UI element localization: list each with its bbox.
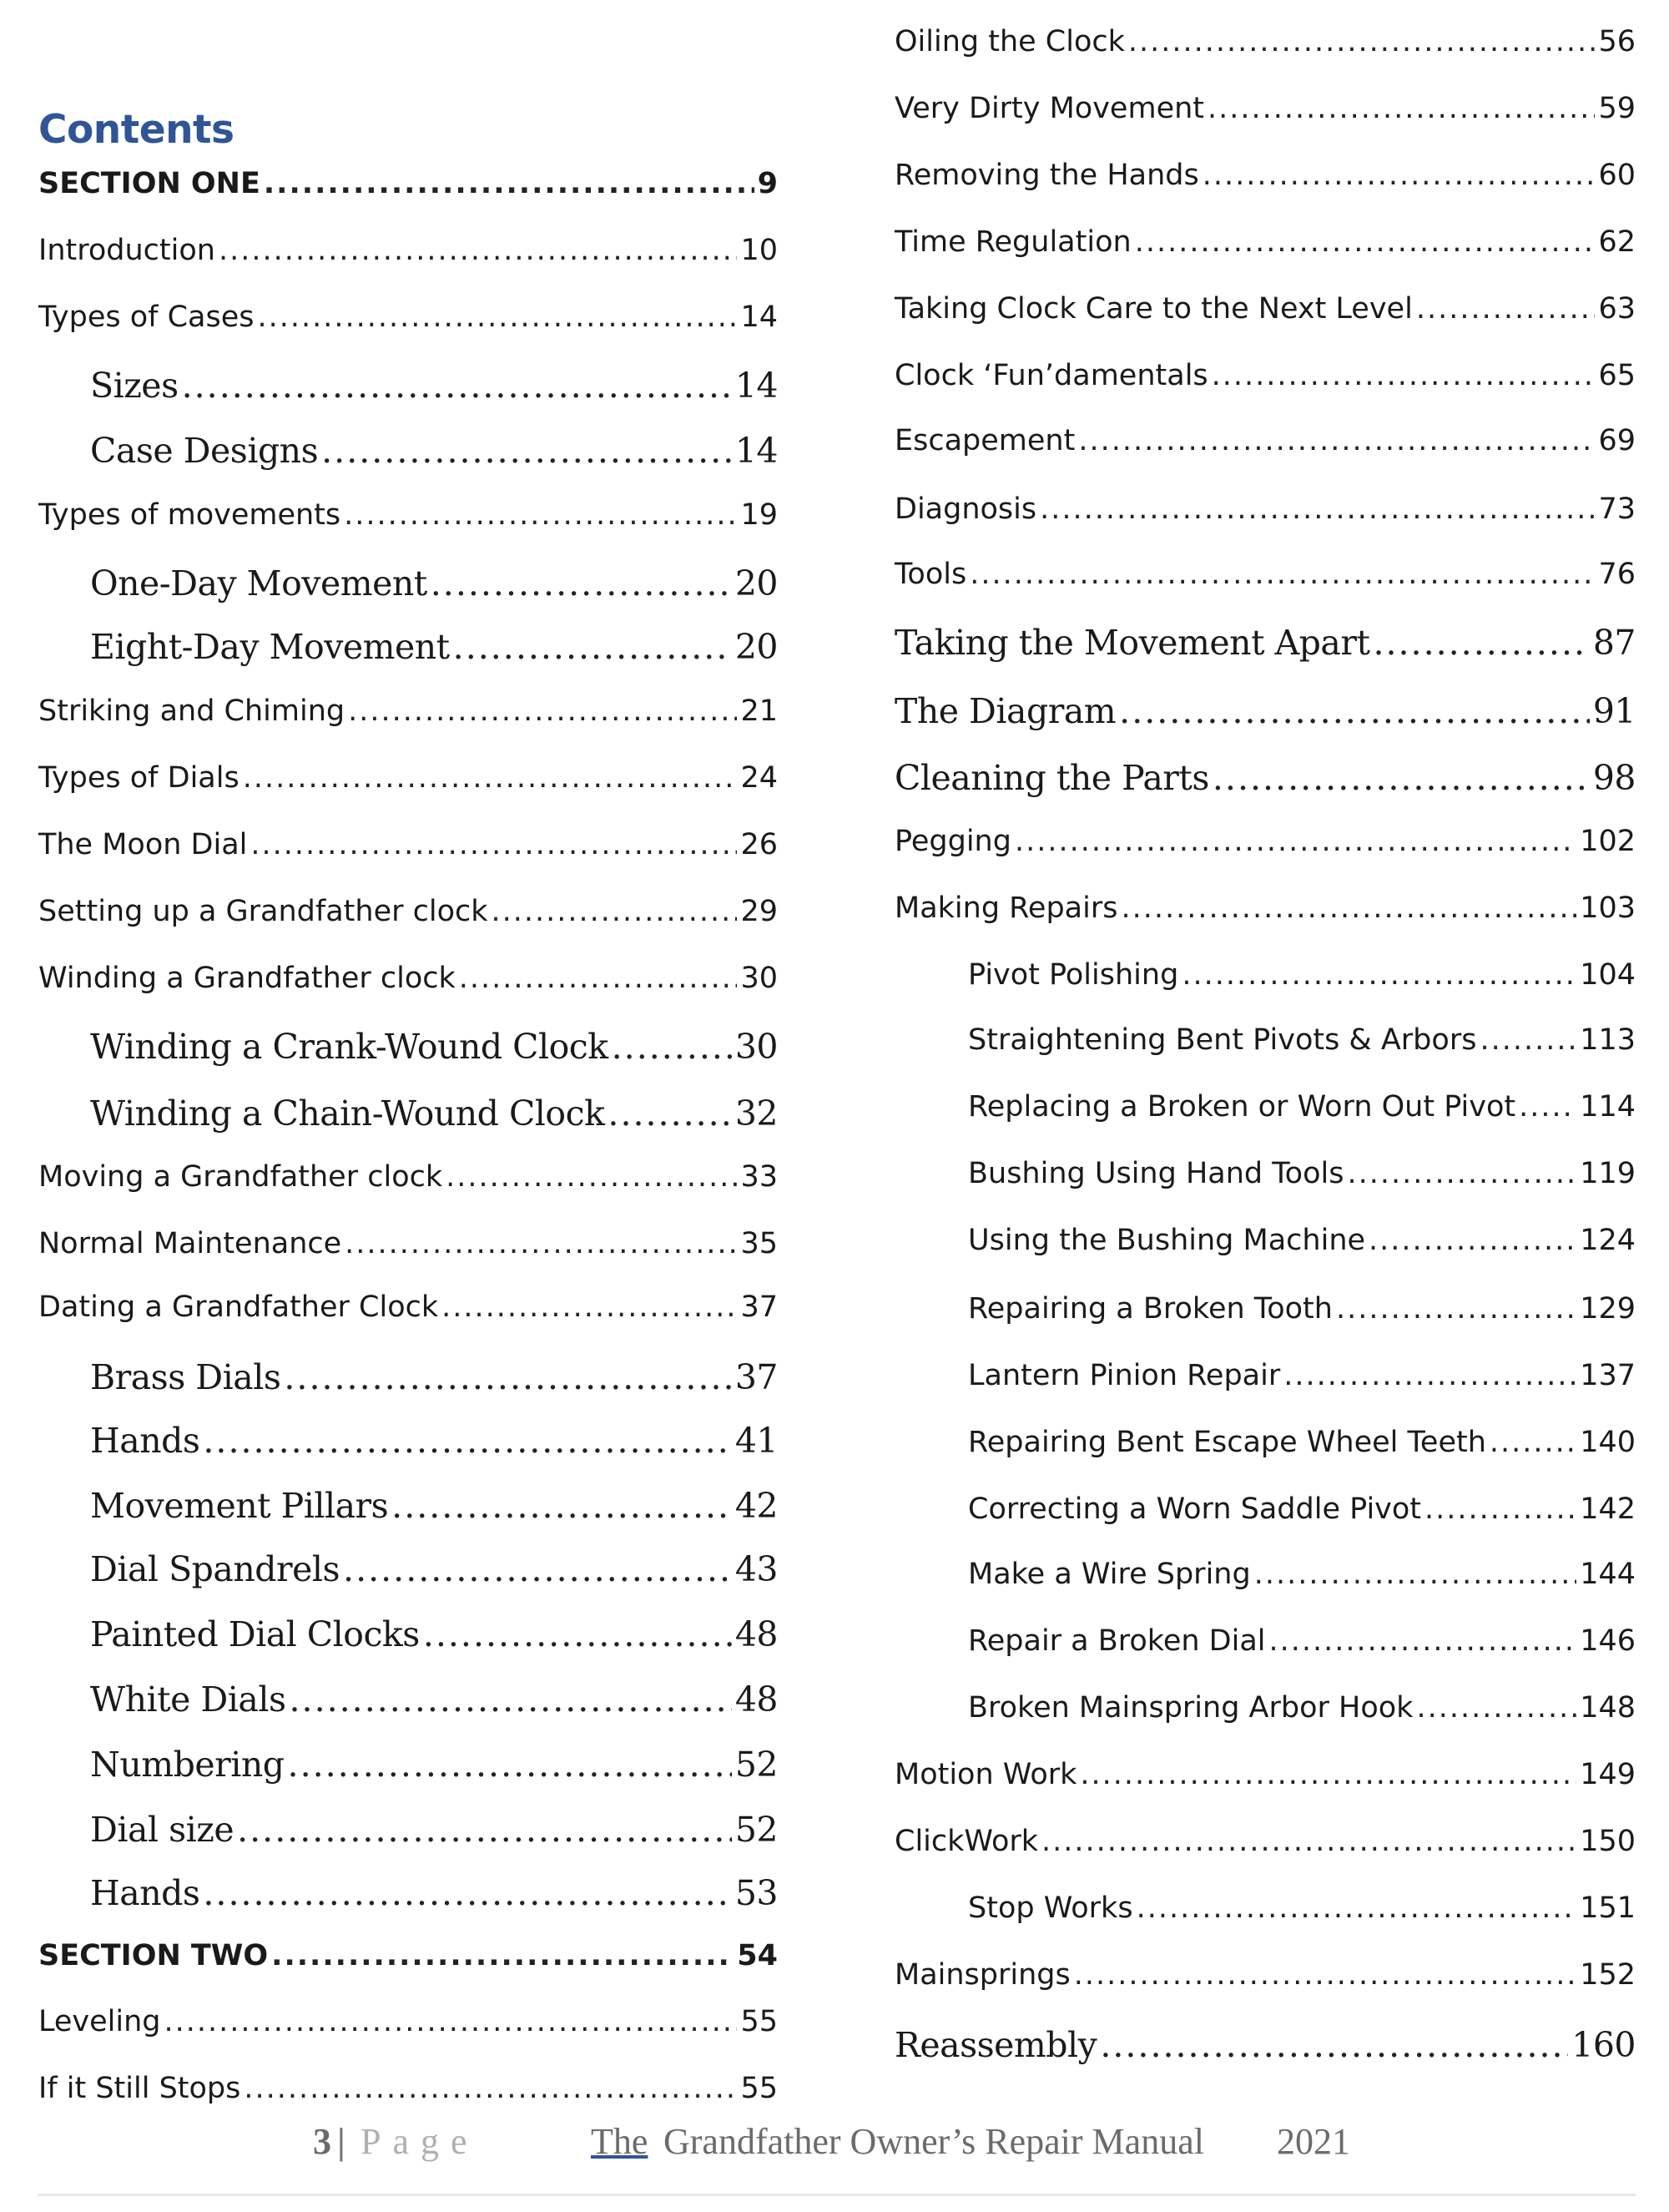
- toc-entry-page: 24: [740, 761, 778, 795]
- toc-entry-page: 59: [1598, 92, 1636, 125]
- toc-entry[interactable]: [895, 25, 1636, 58]
- toc-entry-label: Time Regulation: [895, 225, 1132, 259]
- toc-leader-dots: [1424, 1492, 1576, 1526]
- toc-entry[interactable]: [90, 1027, 778, 1067]
- toc-entry-page: 37: [740, 1290, 778, 1324]
- toc-entry[interactable]: [90, 627, 778, 667]
- toc-entry-label: ClickWork: [895, 1825, 1039, 1858]
- toc-entry[interactable]: [968, 1691, 1636, 1725]
- toc-entry[interactable]: [968, 1492, 1636, 1526]
- toc-leader-dots: [203, 1873, 731, 1913]
- toc-entry[interactable]: [895, 492, 1636, 526]
- footer-title: Grandfather Owner’s Repair Manual: [663, 2121, 1204, 2162]
- toc-entry-label: Winding a Chain-Wound Clock: [90, 1093, 605, 1134]
- toc-entry[interactable]: [895, 424, 1636, 457]
- toc-leader-dots: [1078, 424, 1595, 457]
- toc-entry[interactable]: [90, 1679, 778, 1720]
- toc-entry-label: Very Dirty Movement: [895, 92, 1205, 125]
- toc-entry-label: Clock ‘Fun’damentals: [895, 359, 1208, 392]
- toc-entry-page: 103: [1580, 891, 1636, 925]
- toc-entry-page: 14: [734, 431, 778, 471]
- toc-leader-dots: [288, 1745, 732, 1785]
- toc-leader-dots: [970, 558, 1595, 591]
- toc-entry-label: If it Still Stops: [38, 2072, 241, 2105]
- toc-entry[interactable]: [90, 1810, 778, 1850]
- toc-entry-page: 152: [1580, 1958, 1636, 1992]
- toc-leader-dots: [1336, 1292, 1576, 1326]
- toc-leader-dots: [612, 1027, 732, 1067]
- toc-entry[interactable]: [90, 366, 778, 406]
- toc-entry-label: Hands: [90, 1421, 200, 1461]
- toc-entry-page: 87: [1592, 623, 1636, 663]
- toc-entry-label: Setting up a Grandfather clock: [38, 895, 488, 928]
- toc-entry-page: 65: [1598, 359, 1636, 392]
- toc-entry-page: 32: [734, 1093, 778, 1134]
- toc-leader-dots: [453, 627, 732, 667]
- toc-entry-page: 149: [1580, 1758, 1636, 1791]
- toc-entry[interactable]: [895, 1958, 1636, 1992]
- toc-entry-page: 144: [1580, 1558, 1636, 1591]
- toc-entry[interactable]: [90, 1873, 778, 1913]
- toc-leader-dots: [1254, 1558, 1577, 1591]
- toc-entry[interactable]: [968, 1224, 1636, 1257]
- toc-entry[interactable]: [968, 1558, 1636, 1591]
- toc-entry-page: 142: [1580, 1492, 1636, 1526]
- toc-leader-dots: [1040, 492, 1595, 526]
- toc-leader-dots: [1137, 1891, 1577, 1925]
- toc-entry-page: 53: [734, 1873, 778, 1913]
- toc-entry-page: 69: [1598, 424, 1636, 457]
- toc-leader-dots: [290, 1679, 732, 1720]
- toc-entry-label: Reassembly: [895, 2025, 1097, 2065]
- toc-entry-page: 52: [734, 1810, 778, 1850]
- toc-entry-page: 62: [1598, 225, 1636, 259]
- toc-leader-dots: [1182, 958, 1576, 992]
- toc-entry[interactable]: [38, 1290, 778, 1324]
- toc-entry-label: SECTION TWO: [38, 1939, 269, 1972]
- toc-entry[interactable]: [895, 691, 1636, 731]
- toc-entry-label: Stop Works: [968, 1891, 1133, 1925]
- toc-entry[interactable]: [38, 1160, 778, 1194]
- toc-entry-page: 113: [1580, 1023, 1636, 1057]
- toc-leader-dots: [164, 2005, 738, 2038]
- toc-leader-dots: [264, 167, 754, 200]
- toc-entry-label: Eight-Day Movement: [90, 627, 450, 667]
- toc-entry[interactable]: [38, 300, 778, 334]
- toc-leader-dots: [258, 300, 738, 334]
- toc-leader-dots: [431, 563, 732, 604]
- toc-entry-page: 33: [740, 1160, 778, 1194]
- toc-leader-dots: [1416, 292, 1596, 326]
- toc-leader-dots: [344, 498, 737, 532]
- toc-entry-label: Normal Maintenance: [38, 1227, 342, 1260]
- toc-entry-label: Pegging: [895, 825, 1011, 858]
- toc-entry[interactable]: [38, 962, 778, 995]
- toc-entry-label: Broken Mainspring Arbor Hook: [968, 1691, 1414, 1725]
- toc-entry[interactable]: [90, 1486, 778, 1526]
- toc-entry[interactable]: [38, 234, 778, 267]
- toc-entry[interactable]: [968, 1891, 1636, 1925]
- toc-leader-dots: [243, 761, 738, 795]
- toc-leader-dots: [1074, 1958, 1576, 1992]
- toc-leader-dots: [1213, 758, 1590, 798]
- toc-entry-label: Pivot Polishing: [968, 958, 1179, 992]
- toc-entry-label: Repairing a Broken Tooth: [968, 1292, 1333, 1326]
- toc-entry-label: Make a Wire Spring: [968, 1558, 1251, 1591]
- footer-title-the: The: [591, 2121, 648, 2162]
- toc-entry[interactable]: [895, 623, 1636, 663]
- toc-leader-dots: [391, 1486, 732, 1526]
- toc-leader-dots: [1416, 1691, 1576, 1725]
- toc-leader-dots: [1080, 1758, 1576, 1791]
- toc-entry[interactable]: [38, 2072, 778, 2105]
- toc-entry-label: Taking the Movement Apart: [895, 623, 1370, 663]
- toc-entry[interactable]: [895, 359, 1636, 392]
- toc-entry-label: Taking Clock Care to the Next Level: [895, 292, 1413, 326]
- toc-entry[interactable]: [38, 498, 778, 532]
- toc-leader-dots: [1135, 225, 1596, 259]
- toc-leader-dots: [608, 1093, 731, 1134]
- toc-entry[interactable]: [90, 1614, 778, 1654]
- toc-entry-label: Dating a Grandfather Clock: [38, 1290, 439, 1324]
- toc-leader-dots: [459, 962, 738, 995]
- toc-entry[interactable]: [38, 1939, 778, 1972]
- toc-entry-page: 30: [740, 962, 778, 995]
- toc-entry-label: SECTION ONE: [38, 167, 260, 200]
- toc-entry[interactable]: [38, 1227, 778, 1260]
- toc-entry-label: Types of movements: [38, 498, 341, 532]
- toc-entry[interactable]: [38, 167, 778, 200]
- toc-entry-page: 19: [740, 498, 778, 532]
- toc-entry-label: One-Day Movement: [90, 563, 427, 604]
- toc-entry-page: 60: [1598, 159, 1636, 192]
- toc-entry-label: Motion Work: [895, 1758, 1077, 1791]
- toc-entry-label: Painted Dial Clocks: [90, 1614, 420, 1654]
- toc-entry-label: Tools: [895, 558, 967, 591]
- toc-entry[interactable]: [90, 1549, 778, 1589]
- toc-entry-label: Repair a Broken Dial: [968, 1624, 1266, 1658]
- toc-leader-dots: [321, 431, 732, 471]
- footer-page-word: Page: [361, 2121, 479, 2162]
- toc-entry-label: Dial Spandrels: [90, 1549, 340, 1589]
- toc-entry-label: Case Designs: [90, 431, 319, 471]
- toc-entry-label: Hands: [90, 1873, 200, 1913]
- toc-entry-page: 26: [740, 828, 778, 861]
- toc-leader-dots: [1283, 1359, 1576, 1392]
- toc-entry-page: 151: [1580, 1891, 1636, 1925]
- toc-entry[interactable]: [90, 1745, 778, 1785]
- toc-entry-label: Numbering: [90, 1745, 285, 1785]
- toc-entry[interactable]: [968, 1292, 1636, 1326]
- toc-entry-label: Dial size: [90, 1810, 234, 1850]
- toc-entry-label: Removing the Hands: [895, 159, 1199, 192]
- toc-entry-label: Striking and Chiming: [38, 694, 345, 728]
- toc-entry[interactable]: [968, 1426, 1636, 1459]
- toc-leader-dots: [237, 1810, 732, 1850]
- toc-entry-label: Types of Cases: [38, 300, 255, 334]
- toc-leader-dots: [492, 895, 738, 928]
- toc-entry-page: 14: [740, 300, 778, 334]
- toc-leader-dots: [182, 366, 732, 406]
- toc-entry[interactable]: [895, 891, 1636, 925]
- toc-leader-dots: [1203, 159, 1596, 192]
- toc-entry-page: 73: [1598, 492, 1636, 526]
- toc-leader-dots: [1015, 825, 1576, 858]
- toc-entry-label: White Dials: [90, 1679, 286, 1720]
- toc-entry-label: Making Repairs: [895, 891, 1118, 925]
- toc-entry-page: 14: [734, 366, 778, 406]
- toc-entry-page: 146: [1580, 1624, 1636, 1658]
- toc-entry-page: 55: [740, 2072, 778, 2105]
- toc-entry-page: 43: [734, 1549, 778, 1589]
- toc-entry[interactable]: [895, 1758, 1636, 1791]
- toc-entry-page: 37: [734, 1357, 778, 1397]
- toc-leader-dots: [244, 2072, 737, 2105]
- toc-entry-page: 129: [1580, 1292, 1636, 1326]
- toc-leader-dots: [1121, 891, 1576, 925]
- toc-entry[interactable]: [968, 1023, 1636, 1057]
- toc-entry[interactable]: [38, 761, 778, 795]
- toc-entry-label: Correcting a Worn Saddle Pivot: [968, 1492, 1422, 1526]
- toc-leader-dots: [345, 1227, 737, 1260]
- toc-entry[interactable]: [895, 758, 1636, 798]
- page-footer: [0, 2120, 1669, 2170]
- toc-entry[interactable]: [968, 1359, 1636, 1392]
- toc-leader-dots: [1373, 623, 1589, 663]
- toc-entry-page: 9: [757, 167, 778, 200]
- toc-entry[interactable]: [90, 1357, 778, 1397]
- toc-leader-dots: [423, 1614, 732, 1654]
- toc-entry[interactable]: [895, 159, 1636, 192]
- toc-entry-page: 30: [734, 1027, 778, 1067]
- toc-entry-page: 91: [1592, 691, 1636, 731]
- toc-leader-dots: [1041, 1825, 1576, 1858]
- toc-entry[interactable]: [90, 1421, 778, 1461]
- toc-entry[interactable]: [90, 431, 778, 471]
- toc-entry-label: Diagnosis: [895, 492, 1037, 526]
- toc-leader-dots: [1212, 359, 1596, 392]
- footer-year: 2021: [1277, 2121, 1350, 2162]
- toc-entry[interactable]: [895, 225, 1636, 259]
- toc-leader-dots: [441, 1290, 737, 1324]
- toc-entry-page: 114: [1580, 1090, 1636, 1124]
- toc-entry-label: The Moon Dial: [38, 828, 248, 861]
- toc-entry[interactable]: [895, 825, 1636, 858]
- toc-entry-label: Mainsprings: [895, 1958, 1071, 1992]
- toc-leader-dots: [348, 694, 737, 728]
- toc-leader-dots: [1480, 1023, 1576, 1057]
- toc-entry-label: Using the Bushing Machine: [968, 1224, 1366, 1257]
- contents-heading: Contents: [38, 107, 234, 153]
- toc-entry-page: 137: [1580, 1359, 1636, 1392]
- toc-leader-dots: [1347, 1157, 1576, 1190]
- toc-entry[interactable]: [895, 92, 1636, 125]
- toc-leader-dots: [1490, 1426, 1576, 1459]
- toc-entry[interactable]: [968, 958, 1636, 992]
- toc-entry-label: Introduction: [38, 234, 215, 267]
- toc-entry-page: 119: [1580, 1157, 1636, 1190]
- toc-leader-dots: [271, 1939, 734, 1972]
- toc-entry-label: Winding a Crank-Wound Clock: [90, 1027, 608, 1067]
- toc-entry[interactable]: [968, 1624, 1636, 1658]
- toc-entry[interactable]: [968, 1157, 1636, 1190]
- toc-entry-page: 29: [740, 895, 778, 928]
- toc-entry[interactable]: [38, 828, 778, 861]
- toc-entry-label: Repairing Bent Escape Wheel Teeth: [968, 1426, 1486, 1459]
- toc-entry-label: The Diagram: [895, 691, 1117, 731]
- toc-entry-page: 35: [740, 1227, 778, 1260]
- toc-entry-page: 150: [1580, 1825, 1636, 1858]
- toc-entry[interactable]: [895, 1825, 1636, 1858]
- toc-entry-page: 140: [1580, 1426, 1636, 1459]
- toc-entry-label: Types of Dials: [38, 761, 240, 795]
- toc-entry-page: 20: [734, 563, 778, 604]
- toc-entry-label: Lantern Pinion Repair: [968, 1359, 1281, 1392]
- toc-entry[interactable]: [895, 2025, 1636, 2065]
- toc-entry-page: 63: [1598, 292, 1636, 326]
- toc-entry-page: 160: [1571, 2025, 1636, 2065]
- toc-entry-page: 124: [1580, 1224, 1636, 1257]
- footer-page-number: 3: [313, 2121, 331, 2162]
- toc-entry-label: Oiling the Clock: [895, 25, 1125, 58]
- toc-leader-dots: [1100, 2025, 1568, 2065]
- footer-separator: |: [337, 2121, 345, 2162]
- toc-entry[interactable]: [38, 895, 778, 928]
- toc-entry-page: 98: [1592, 758, 1636, 798]
- toc-entry-page: 55: [740, 2005, 778, 2038]
- toc-entry[interactable]: [90, 1093, 778, 1134]
- toc-entry-label: Winding a Grandfather clock: [38, 962, 456, 995]
- toc-entry-label: Sizes: [90, 366, 179, 406]
- toc-entry-label: Leveling: [38, 2005, 161, 2038]
- toc-entry-page: 56: [1598, 25, 1636, 58]
- toc-entry-page: 76: [1598, 558, 1636, 591]
- toc-leader-dots: [284, 1357, 731, 1397]
- toc-entry-page: 42: [734, 1486, 778, 1526]
- footer-rule: [38, 2194, 1636, 2196]
- toc-entry-page: 102: [1580, 825, 1636, 858]
- toc-leader-dots: [343, 1549, 732, 1589]
- toc-entry-label: Replacing a Broken or Worn Out Pivot: [968, 1090, 1516, 1124]
- toc-entry-page: 54: [737, 1939, 778, 1972]
- toc-entry[interactable]: [895, 292, 1636, 326]
- toc-entry-page: 21: [740, 694, 778, 728]
- toc-leader-dots: [446, 1160, 737, 1194]
- toc-entry-label: Bushing Using Hand Tools: [968, 1157, 1344, 1190]
- toc-entry-label: Straightening Bent Pivots & Arbors: [968, 1023, 1477, 1057]
- toc-entry-label: Moving a Grandfather clock: [38, 1160, 443, 1194]
- toc-entry[interactable]: [38, 2005, 778, 2038]
- toc-entry-page: 148: [1580, 1691, 1636, 1725]
- toc-leader-dots: [1119, 691, 1590, 731]
- toc-leader-dots: [1208, 92, 1595, 125]
- toc-entry-label: Movement Pillars: [90, 1486, 389, 1526]
- toc-entry-page: 10: [740, 234, 778, 267]
- toc-leader-dots: [203, 1421, 731, 1461]
- toc-entry[interactable]: [38, 694, 778, 728]
- toc-entry[interactable]: [968, 1090, 1636, 1124]
- toc-entry-page: 104: [1580, 958, 1636, 992]
- toc-leader-dots: [219, 234, 738, 267]
- toc-leader-dots: [1369, 1224, 1576, 1257]
- toc-entry-page: 48: [734, 1614, 778, 1654]
- toc-leader-dots: [1519, 1090, 1576, 1124]
- toc-leader-dots: [1128, 25, 1596, 58]
- toc-entry-page: 48: [734, 1679, 778, 1720]
- toc-leader-dots: [1269, 1624, 1577, 1658]
- toc-entry-page: 41: [734, 1421, 778, 1461]
- toc-entry-label: Escapement: [895, 424, 1076, 457]
- toc-entry-label: Brass Dials: [90, 1357, 281, 1397]
- toc-entry[interactable]: [895, 558, 1636, 591]
- toc-entry-page: 52: [734, 1745, 778, 1785]
- toc-leader-dots: [250, 828, 737, 861]
- toc-entry[interactable]: [90, 563, 778, 604]
- toc-entry-page: 20: [734, 627, 778, 667]
- toc-entry-label: Cleaning the Parts: [895, 758, 1209, 798]
